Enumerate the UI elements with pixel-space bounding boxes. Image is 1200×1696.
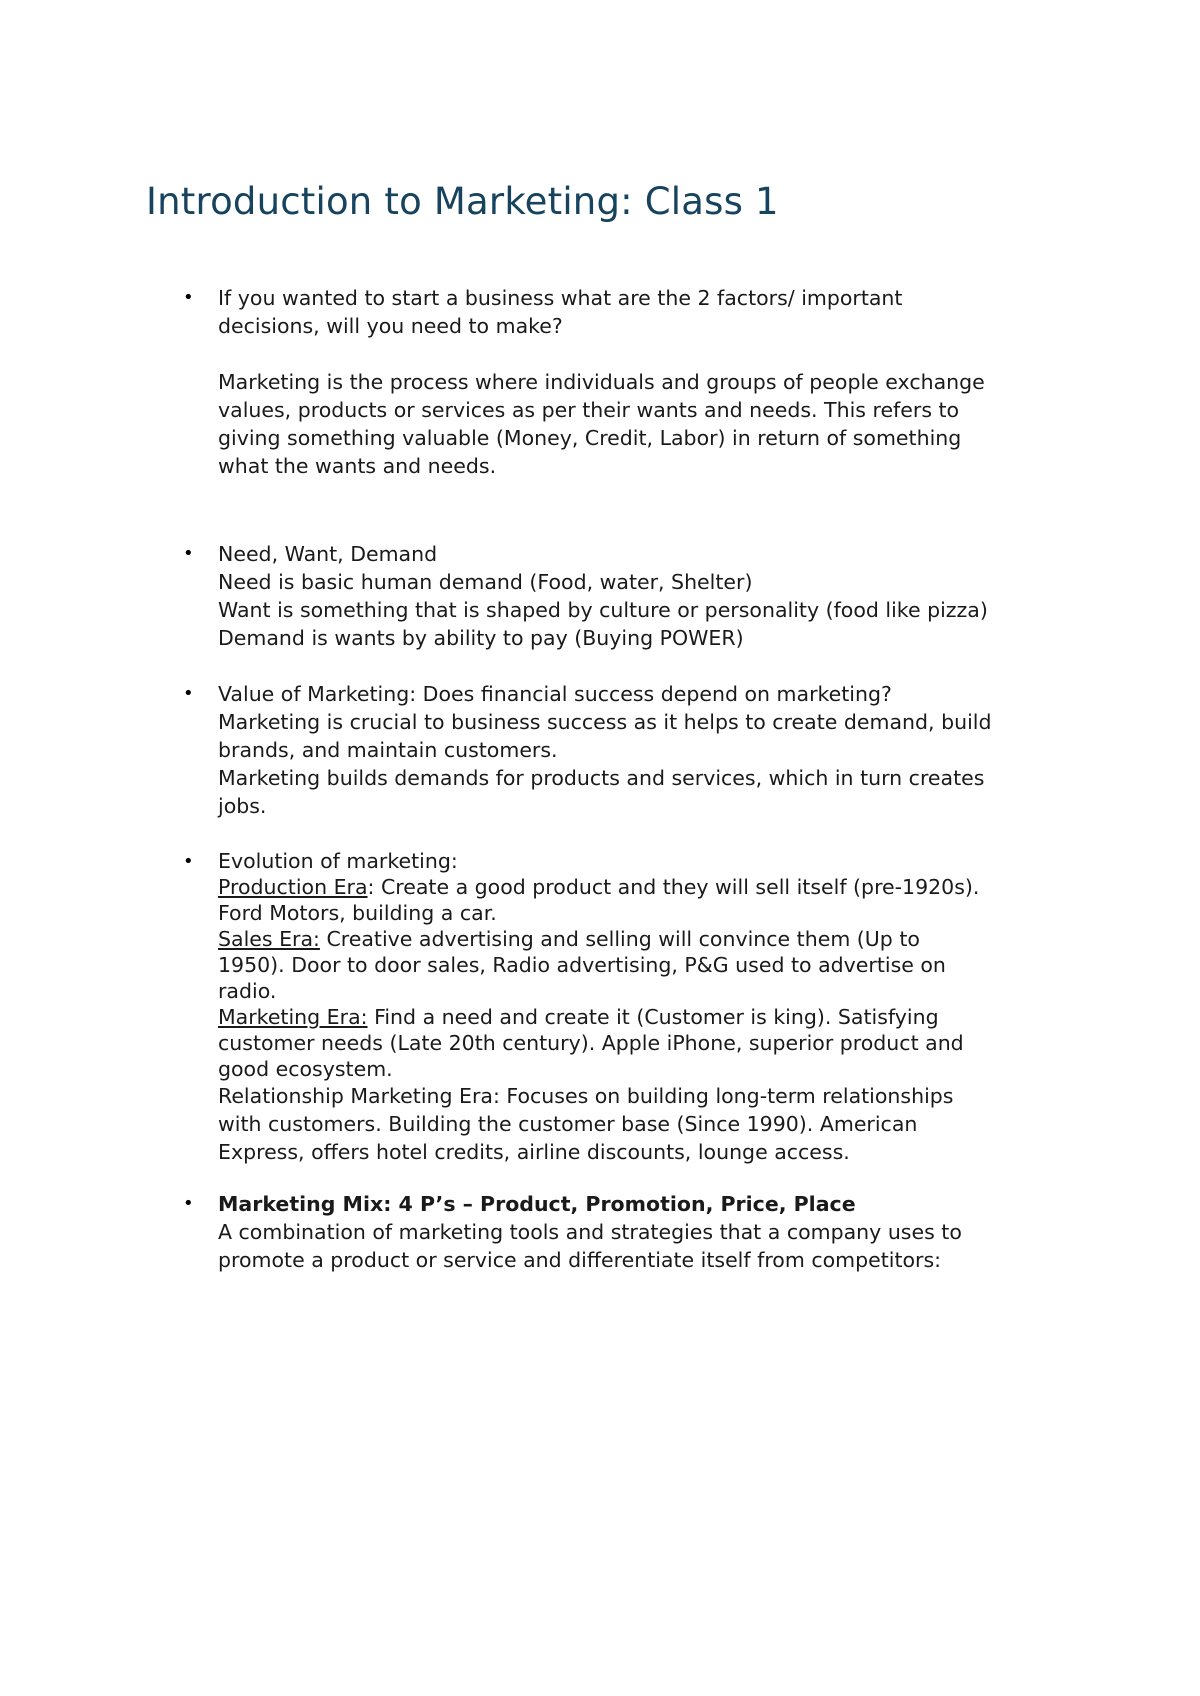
document-title: Introduction to Marketing: Class 1 — [146, 180, 779, 223]
answer-line: what the wants and needs. — [218, 454, 497, 478]
body-line: Want is something that is shaped by culture or personality (food like pizza) — [218, 598, 988, 622]
list-item-text — [218, 848, 1068, 1166]
body-line: customer needs (Late 20th century). Apple iPhone, superior product and — [218, 1031, 964, 1055]
list-item-text — [218, 540, 1068, 652]
bullet-icon: • — [183, 287, 194, 308]
list-item-text — [218, 1190, 1068, 1274]
body-line: Express, offers hotel credits, airline discounts, lounge access. — [218, 1140, 850, 1164]
body-line: radio. — [218, 979, 277, 1003]
body-line: Ford Motors, building a car. — [218, 901, 497, 925]
bullet-icon: • — [183, 1193, 194, 1214]
answer-line: values, products or services as per their wants and needs. This refers to — [218, 398, 960, 422]
body-line: Demand is wants by ability to pay (Buying POWER) — [218, 626, 744, 650]
production-era-label: Production Era — [218, 875, 368, 899]
sales-era-text: Creative advertising and selling will convince them (Up to — [319, 927, 920, 951]
body-line: jobs. — [218, 794, 267, 818]
body-line: promote a product or service and differentiate itself from competitors: — [218, 1248, 942, 1272]
sales-era-label: Sales Era: — [218, 927, 320, 951]
list-item-text — [218, 284, 1068, 480]
marketing-era-label: Marketing Era: — [218, 1005, 368, 1029]
body-line: Need is basic human demand (Food, water, Shelter) — [218, 570, 753, 594]
section-heading: Need, Want, Demand — [218, 542, 438, 566]
bullet-icon: • — [183, 543, 194, 564]
body-line: Marketing builds demands for products and services, which in turn creates — [218, 766, 985, 790]
production-era-text: : Create a good product and they will sell itself (pre-1920s). — [367, 875, 980, 899]
section-heading: Marketing Mix: 4 P’s – Product, Promotion, Price, Place — [218, 1192, 856, 1216]
body-line: with customers. Building the customer base (Since 1990). American — [218, 1112, 918, 1136]
production-era-line — [218, 874, 1068, 900]
body-line: brands, and maintain customers. — [218, 738, 558, 762]
body-line: A combination of marketing tools and strategies that a company uses to — [218, 1220, 962, 1244]
section-heading: Evolution of marketing: — [218, 849, 458, 873]
answer-line: Marketing is the process where individuals and groups of people exchange — [218, 370, 985, 394]
question-line: decisions, will you need to make? — [218, 314, 563, 338]
body-line: Relationship Marketing Era: Focuses on building long-term relationships — [218, 1084, 954, 1108]
question-line: If you wanted to start a business what are the 2 factors/ important — [218, 286, 903, 310]
sales-era-line — [218, 926, 1068, 952]
section-heading: Value of Marketing: Does financial success depend on marketing? — [218, 682, 892, 706]
answer-line: giving something valuable (Money, Credit, Labor) in return of something — [218, 426, 962, 450]
bullet-icon: • — [183, 683, 194, 704]
list-item-text — [218, 680, 1068, 820]
marketing-era-text: Find a need and create it (Customer is king). Satisfying — [367, 1005, 939, 1029]
body-line: 1950). Door to door sales, Radio advertising, P&G used to advertise on — [218, 953, 946, 977]
marketing-era-line — [218, 1004, 1068, 1030]
bullet-icon: • — [183, 851, 194, 872]
body-line: good ecosystem. — [218, 1057, 393, 1081]
body-line: Marketing is crucial to business success as it helps to create demand, build — [218, 710, 992, 734]
